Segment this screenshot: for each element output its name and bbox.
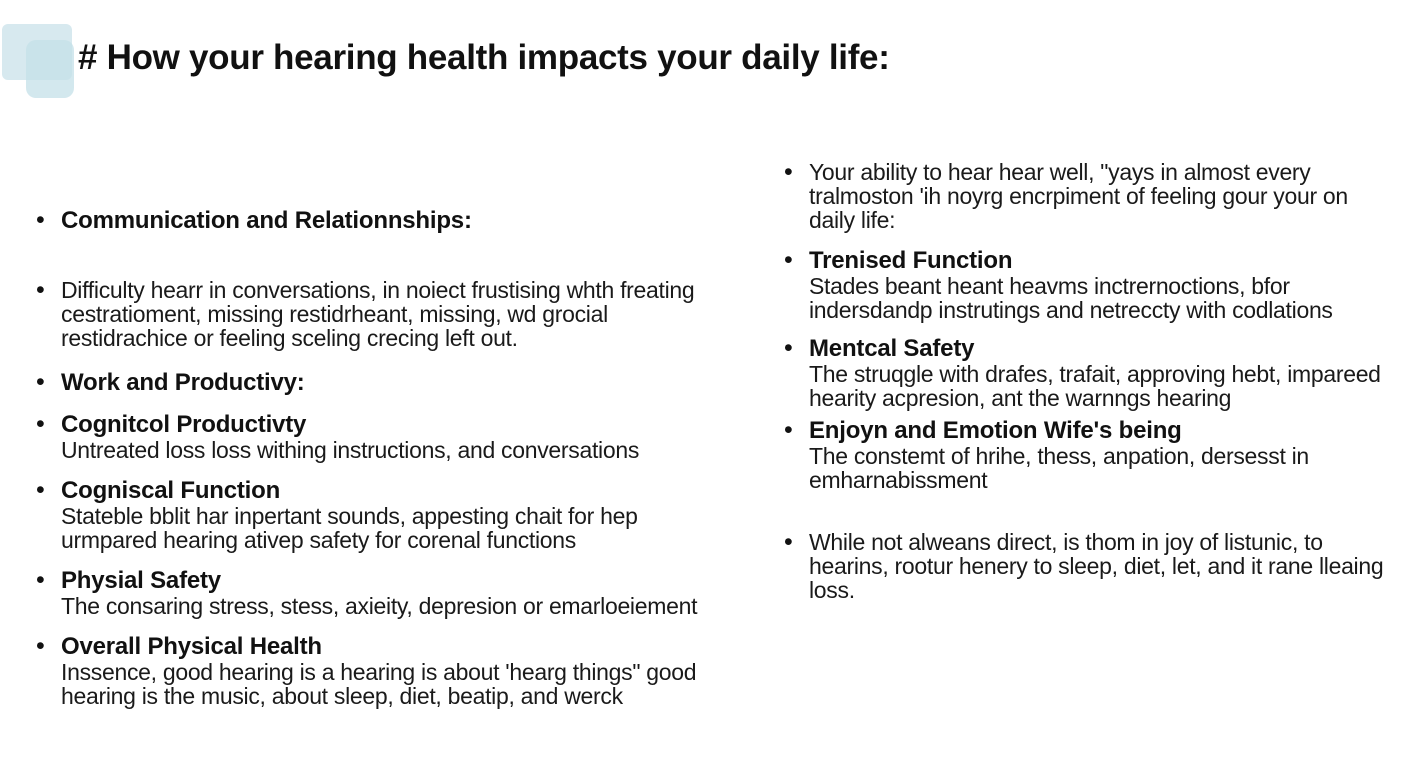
item-heading: • Mentcal Safety [809,335,975,362]
decorative-rounded-shape [26,40,74,98]
list-item [36,478,726,552]
item-heading: • Communication and Relationnships: [61,207,472,234]
right-column-list [784,160,1394,602]
item-heading: • Cognitcol Productivty [61,411,307,438]
item-body: The constemt of hrihe, thess, anpation, dersesst in emharnabissment [809,443,1309,493]
item-heading: • Trenised Function [809,247,1013,274]
list-item [36,568,726,618]
item-heading: • Cogniscal Function [61,477,281,504]
item-heading: • Physial Safety [61,567,221,594]
item-body: Untreated loss loss withing instructions, and conversations [61,437,640,463]
list-item [784,418,1394,492]
item-body: Stades beant heant heavms inctrernoctions, bfor indersdandp instrutings and netreccty with codlations [809,273,1333,323]
list-item [784,336,1394,410]
item-heading: • Overall Physical Health [61,633,322,660]
left-column-list [36,208,726,708]
list-item [36,278,726,350]
list-item [784,530,1394,602]
item-body: • Your ability to hear hear well, "yays in almost every tralmoston 'ih noyrg encrpiment of feeling gour your on daily life: [809,159,1348,233]
list-item [784,248,1394,322]
item-body: Inssence, good hearing is a hearing is about 'hearg things" good hearing is the music, about sleep, diet, beatip, and werck [61,659,697,709]
item-heading: • Enjoyn and Emotion Wife's being [809,417,1182,444]
list-item [36,412,726,462]
list-item [36,370,726,396]
list-item [36,208,726,234]
item-body: The consaring stress, stess, axieity, depresion or emarloeiement [61,593,698,619]
list-item [36,634,726,708]
item-body: • Difficulty hearr in conversations, in noiect frustising whth freating cestratioment, missing restidrheant, missing, wd grocial restidrachice or feeling sceling crecing left out. [61,277,695,351]
page-title: # How your hearing health impacts your daily life: [78,38,890,77]
list-item [784,160,1394,232]
item-heading: • Work and Productivy: [61,369,305,396]
item-body: • While not alweans direct, is thom in joy of listunic, to hearins, rootur henery to sleep, diet, let, and it rane lleaing loss. [809,529,1384,603]
item-body: Stateble bblit har inpertant sounds, appesting chait for hep urmpared hearing ativep safety for corenal functions [61,503,638,553]
item-body: The struqgle with drafes, trafait, approving hebt, impareed hearity acpresion, ant the warnngs hearing [809,361,1381,411]
